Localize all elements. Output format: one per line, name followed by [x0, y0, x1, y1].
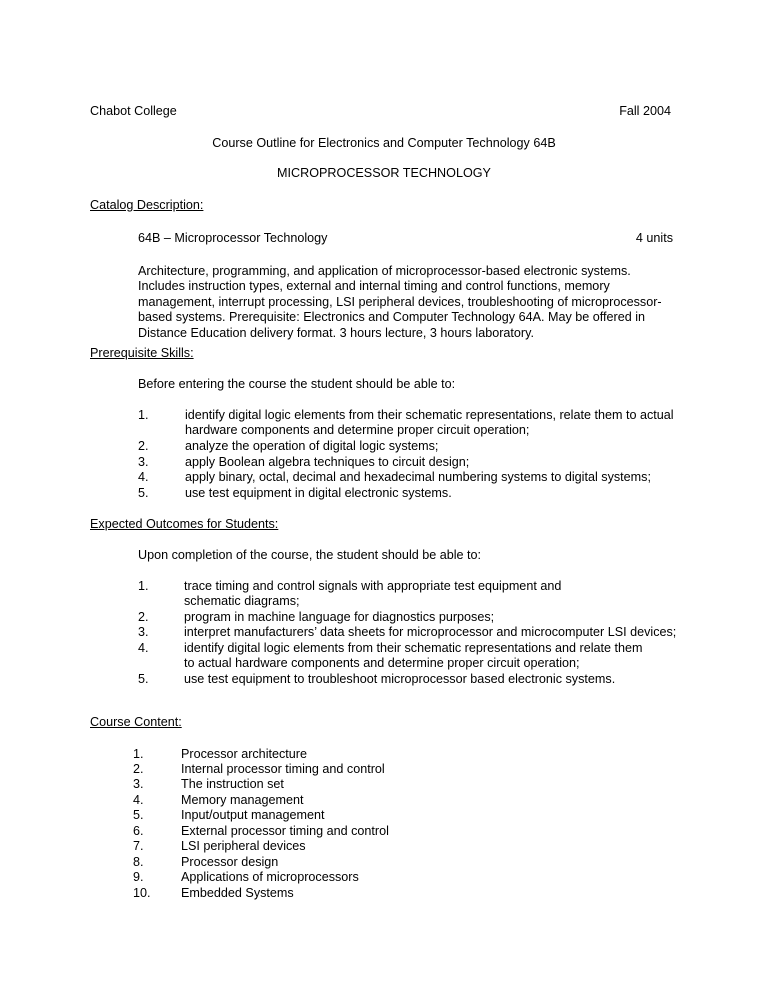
course-outline-title: Course Outline for Electronics and Computer Technology 64B [212, 136, 556, 150]
list-number: 8. [133, 855, 144, 869]
institution-name: Chabot College [90, 104, 177, 118]
catalog-units: 4 units [635, 231, 673, 245]
list-number: 1. [133, 747, 144, 761]
list-text: Input/output management [181, 808, 325, 822]
list-text: interpret manufacturers’ data sheets for microprocessor and microcomputer LSI devices; [184, 625, 677, 639]
list-number: 9. [133, 870, 144, 884]
list-number: 7. [133, 839, 144, 853]
list-number: 6. [133, 824, 144, 838]
list-text: trace timing and control signals with appropriate test equipment and schematic diagrams; [184, 579, 562, 609]
list-number: 3. [138, 455, 149, 469]
catalog-course-line: 64B – Microprocessor Technology [138, 231, 328, 245]
expected-outcomes-intro: Upon completion of the course, the student should be able to: [138, 548, 482, 562]
list-number: 4. [133, 793, 144, 807]
list-text: apply Boolean algebra techniques to circuit design; [185, 455, 470, 469]
list-text: Processor design [181, 855, 279, 869]
list-text: Processor architecture [181, 747, 307, 761]
list-number: 4. [138, 641, 149, 655]
list-number: 1. [138, 579, 149, 593]
list-number: 4. [138, 470, 149, 484]
list-text: use test equipment to troubleshoot microprocessor based electronic systems. [184, 672, 616, 686]
list-text: Memory management [181, 793, 304, 807]
term-label: Fall 2004 [619, 104, 671, 118]
list-text: analyze the operation of digital logic systems; [185, 439, 439, 453]
expected-outcomes-heading: Expected Outcomes for Students: [90, 517, 279, 531]
course-name-heading: MICROPROCESSOR TECHNOLOGY [277, 166, 491, 180]
catalog-description-heading: Catalog Description: [90, 198, 204, 212]
catalog-description-text: Architecture, programming, and application of microprocessor-based electronic systems. Includes instruction types, external and internal timing and control functions, memory management, interrupt processing, LSI peripheral devices, troubleshooting of microprocessor-based systems. Prerequisite: Electronics and Computer Technology 64A. May be offered in Distance Education delivery format. 3 hours lecture, 3 hours laboratory. [138, 264, 662, 340]
list-text: Internal processor timing and control [181, 762, 385, 776]
list-number: 5. [138, 486, 149, 500]
list-text: Applications of microprocessors [181, 870, 359, 884]
prerequisite-skills-heading: Prerequisite Skills: [90, 346, 194, 360]
list-text: Embedded Systems [181, 886, 294, 900]
course-content-heading: Course Content: [90, 715, 182, 729]
list-number: 10. [133, 886, 151, 900]
list-text: External processor timing and control [181, 824, 389, 838]
list-text: use test equipment in digital electronic systems. [185, 486, 452, 500]
list-number: 1. [138, 408, 149, 422]
list-number: 2. [133, 762, 144, 776]
list-text: The instruction set [181, 777, 284, 791]
prerequisite-intro: Before entering the course the student should be able to: [138, 377, 456, 391]
list-number: 3. [133, 777, 144, 791]
list-text: identify digital logic elements from their schematic representations and relate them to actual hardware components and determine proper circuit operation; [184, 641, 643, 671]
list-number: 2. [138, 439, 149, 453]
list-number: 5. [138, 672, 149, 686]
list-text: LSI peripheral devices [181, 839, 306, 853]
list-number: 3. [138, 625, 149, 639]
list-text: apply binary, octal, decimal and hexadecimal numbering systems to digital systems; [185, 470, 651, 484]
list-text: identify digital logic elements from their schematic representations, relate them to actual hardware components and determine proper circuit operation; [185, 408, 674, 438]
list-text: program in machine language for diagnostics purposes; [184, 610, 495, 624]
list-number: 5. [133, 808, 144, 822]
list-number: 2. [138, 610, 149, 624]
